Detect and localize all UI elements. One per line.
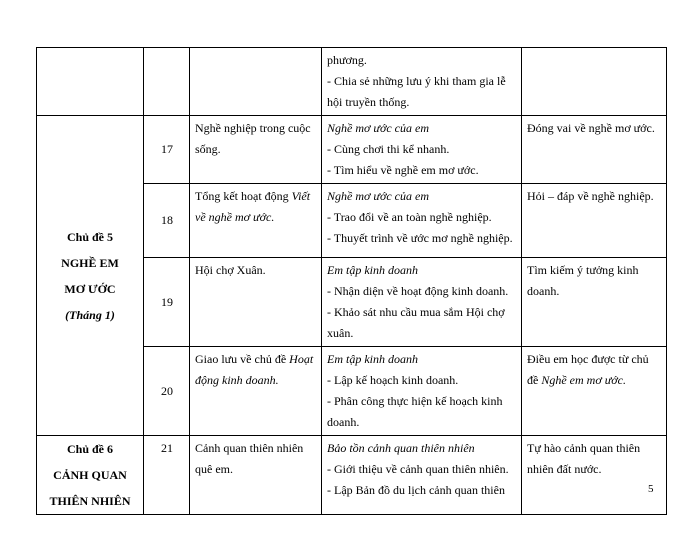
- activity-line: - Cùng chơi thi kể nhanh.: [327, 142, 450, 156]
- content-italic: Viết: [291, 189, 311, 203]
- activity-title: Em tập kinh doanh: [327, 352, 418, 366]
- num-cell-empty: [144, 48, 190, 116]
- lesson-note: [522, 258, 667, 347]
- activity-line: - Phân công thực hiện kế hoạch kinh: [327, 394, 503, 408]
- note-line: Tìm kiếm ý tưởng kinh: [527, 263, 639, 277]
- note-line: doanh.: [527, 284, 560, 298]
- activity-line: phương.: [327, 53, 367, 67]
- content-cell-empty: [190, 48, 322, 116]
- activity-title: Bảo tồn cảnh quan thiên nhiên: [327, 441, 475, 455]
- lesson-activities: [322, 184, 522, 258]
- note-text: đề: [527, 373, 539, 387]
- lesson-note: Đóng vai về nghề mơ ước.: [522, 116, 667, 184]
- activity-line: - Trao đổi về an toàn nghề nghiệp.: [327, 210, 492, 224]
- content-italic: Hoạt: [289, 352, 314, 366]
- activity-line: - Lập kế hoạch kinh doanh.: [327, 373, 459, 387]
- lesson-note: Hỏi – đáp về nghề nghiệp.: [522, 184, 667, 258]
- activity-line: - Giới thiệu về cảnh quan thiên nhiên.: [327, 462, 509, 476]
- content-text: Tổng kết hoạt động: [195, 189, 289, 203]
- content-italic: về nghề mơ ước.: [195, 210, 275, 224]
- activity-title: Em tập kinh doanh: [327, 263, 418, 277]
- lesson-number: 19: [144, 258, 190, 347]
- lesson-note: [522, 347, 667, 436]
- note-line: Điều em học được từ chủ: [527, 352, 649, 366]
- note-cell-empty: [522, 48, 667, 116]
- lesson-content: [190, 116, 322, 184]
- lesson-number: 18: [144, 184, 190, 258]
- lesson-number: 20: [144, 347, 190, 436]
- lesson-activities: [322, 116, 522, 184]
- lesson-content: Hội chợ Xuân.: [190, 258, 322, 347]
- content-line: Nghề nghiệp trong cuộc: [195, 121, 311, 135]
- topic-5-name-line1: NGHỀ EM: [61, 255, 119, 270]
- page-number: 5: [648, 483, 654, 495]
- topic-6-name-line2: THIÊN NHIÊN: [49, 494, 131, 508]
- activity-title: Nghề mơ ước của em: [327, 189, 429, 203]
- lesson-activities: [322, 347, 522, 436]
- note-line: nhiên đất nước.: [527, 462, 602, 476]
- activity-line: doanh.: [327, 415, 360, 429]
- content-line: Cảnh quan thiên nhiên: [195, 441, 304, 455]
- topic-5-name-line2: MƠ ƯỚC: [64, 281, 116, 296]
- note-line: Tự hào cảnh quan thiên: [527, 441, 641, 455]
- topic-6-cell: [37, 436, 144, 515]
- activity-line: - Tìm hiểu về nghề em mơ ước.: [327, 163, 479, 177]
- activity-line: - Chia sẻ những lưu ý khi tham gia lễ: [327, 74, 506, 88]
- activity-title: Nghề mơ ước của em: [327, 121, 429, 135]
- topic-cell-empty: [37, 48, 144, 116]
- content-text: Giao lưu về chủ đề: [195, 352, 287, 366]
- activity-line: - Khảo sát nhu cầu mua sắm Hội chợ: [327, 305, 505, 319]
- activity-line: - Lập Bản đồ du lịch cảnh quan thiên: [327, 483, 505, 497]
- lesson-content: [190, 436, 322, 515]
- lesson-activities: [322, 436, 522, 515]
- note-italic: Nghề em mơ ước.: [541, 373, 626, 387]
- lesson-content: [190, 184, 322, 258]
- topic-5-cell: [37, 116, 144, 436]
- activity-line: xuân.: [327, 326, 354, 340]
- lesson-number: 17: [144, 116, 190, 184]
- table-row-continued: [37, 48, 667, 116]
- lesson-activities: [322, 258, 522, 347]
- topic-6-title: Chủ đề 6: [66, 442, 113, 456]
- activity-cell-continued: [322, 48, 522, 116]
- activity-line: - Thuyết trình về ước mơ nghề nghiệp.: [327, 231, 513, 245]
- content-italic: động kinh doanh.: [195, 373, 279, 387]
- activity-line: hội truyền thống.: [327, 95, 410, 109]
- topic-6-name-line1: CẢNH QUAN: [53, 468, 127, 482]
- lesson-content: [190, 347, 322, 436]
- lesson-number: 21: [144, 436, 190, 515]
- activity-line: - Nhận diện về hoạt động kinh doanh.: [327, 284, 509, 298]
- content-line: sống.: [195, 142, 221, 156]
- lesson-plan-table: [36, 47, 667, 515]
- content-line: quê em.: [195, 462, 233, 476]
- table-row: [37, 436, 667, 515]
- topic-5-title: Chủ đề 5: [66, 229, 113, 244]
- topic-5-month: (Tháng 1): [65, 307, 115, 322]
- lesson-note: [522, 436, 667, 515]
- table-row: [37, 116, 667, 184]
